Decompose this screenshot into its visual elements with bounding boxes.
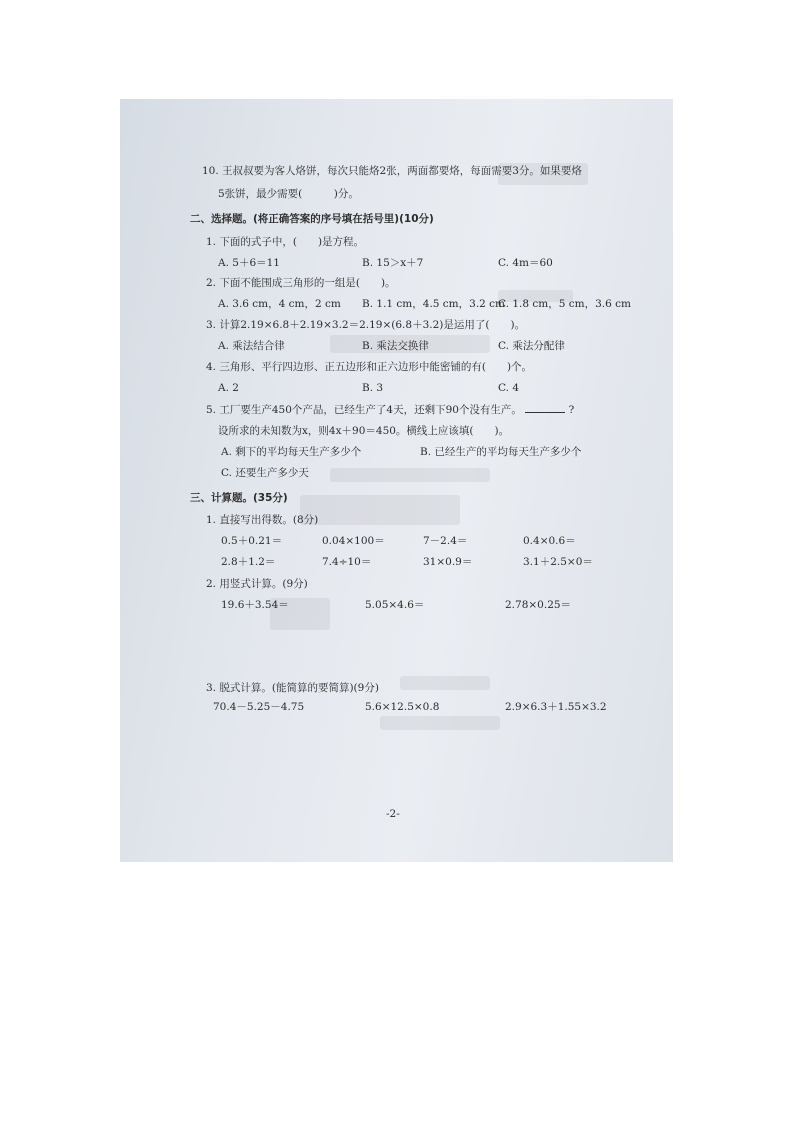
question-10-line2: 5张饼，最少需要( )分。 (218, 188, 359, 200)
mc-q3-option-c: C. 乘法分配律 (498, 340, 565, 352)
step-calc-item: 5.6×12.5×0.8 (365, 701, 440, 713)
step-calc-item: 70.4－5.25－4.75 (213, 701, 305, 713)
mc-q5-question-mark: ? (568, 404, 575, 416)
mc-question-5-line1 (206, 402, 574, 417)
section-2-title: 二、选择题。(将正确答案的序号填在括号里)(10分) (190, 213, 434, 225)
mc-q5-option-a: A. 剩下的平均每天生产多少个 (221, 446, 362, 458)
mc-q1-option-b: B. 15＞x＋7 (362, 257, 424, 269)
mc-q2-option-c: C. 1.8 cm，5 cm，3.6 cm (498, 298, 631, 310)
mental-calc-item: 0.4×0.6＝ (523, 535, 576, 547)
vertical-calc-item: 2.78×0.25＝ (505, 599, 572, 611)
mc-q5-option-b: B. 已经生产的平均每天生产多少个 (420, 446, 582, 458)
calc-part-2-title: 2. 用竖式计算。(9分) (206, 578, 308, 590)
mc-q4-option-c: C. 4 (498, 382, 520, 394)
vertical-calc-item: 19.6＋3.54＝ (221, 599, 289, 611)
mc-q3-option-a: A. 乘法结合律 (218, 340, 285, 352)
calc-part-1-title: 1. 直接写出得数。(8分) (206, 514, 319, 526)
calc-part-3-title: 3. 脱式计算。(能简算的要简算)(9分) (206, 682, 379, 694)
bleed-through-mark (380, 716, 500, 730)
mc-q4-option-b: B. 3 (362, 382, 384, 394)
mental-calc-item: 0.04×100＝ (322, 535, 385, 547)
vertical-calc-item: 5.05×4.6＝ (365, 599, 425, 611)
bleed-through-mark (300, 495, 460, 525)
mc-q3-option-b: B. 乘法交换律 (362, 340, 429, 352)
section-3-title: 三、计算题。(35分) (190, 492, 288, 504)
mental-calc-item: 0.5＋0.21＝ (221, 535, 283, 547)
mc-q5-stem: 5. 工厂要生产450个产品，已经生产了4天，还剩下90个没有生产。 (206, 404, 522, 416)
mc-question-2: 2. 下面不能围成三角形的一组是( )。 (206, 277, 396, 289)
mc-q2-option-a: A. 3.6 cm，4 cm，2 cm (218, 298, 341, 310)
mc-q1-option-a: A. 5＋6＝11 (218, 257, 280, 269)
mc-question-4: 4. 三角形、平行四边形、正五边形和正六边形中能密铺的有( )个。 (206, 361, 533, 373)
answer-blank-line (525, 402, 565, 413)
bleed-through-mark (400, 676, 490, 690)
mc-q2-option-b: B. 1.1 cm，4.5 cm，3.2 cm (362, 298, 506, 310)
question-10-line1: 10. 王叔叔要为客人烙饼，每次只能烙2张，两面都要烙，每面需要3分。如果要烙 (202, 165, 582, 177)
mc-question-1: 1. 下面的式子中，( )是方程。 (206, 236, 365, 248)
mental-calc-item: 31×0.9＝ (423, 556, 473, 568)
step-calc-item: 2.9×6.3＋1.55×3.2 (505, 701, 607, 713)
bleed-through-mark (330, 468, 490, 482)
mental-calc-item: 2.8＋1.2＝ (221, 556, 276, 568)
mental-calc-item: 7－2.4＝ (423, 535, 468, 547)
mc-question-5-line2: 设所求的未知数为x，则4x＋90＝450。横线上应该填( )。 (218, 425, 510, 437)
mental-calc-item: 7.4÷10＝ (322, 556, 372, 568)
mc-q1-option-c: C. 4m＝60 (498, 257, 553, 269)
mc-q5-option-c: C. 还要生产多少天 (221, 467, 309, 479)
mc-q4-option-a: A. 2 (218, 382, 239, 394)
mc-question-3: 3. 计算2.19×6.8＋2.19×3.2＝2.19×(6.8＋3.2)是运用了( )。 (206, 319, 526, 331)
mental-calc-item: 3.1＋2.5×0＝ (523, 556, 593, 568)
page-number: -2- (386, 808, 400, 820)
